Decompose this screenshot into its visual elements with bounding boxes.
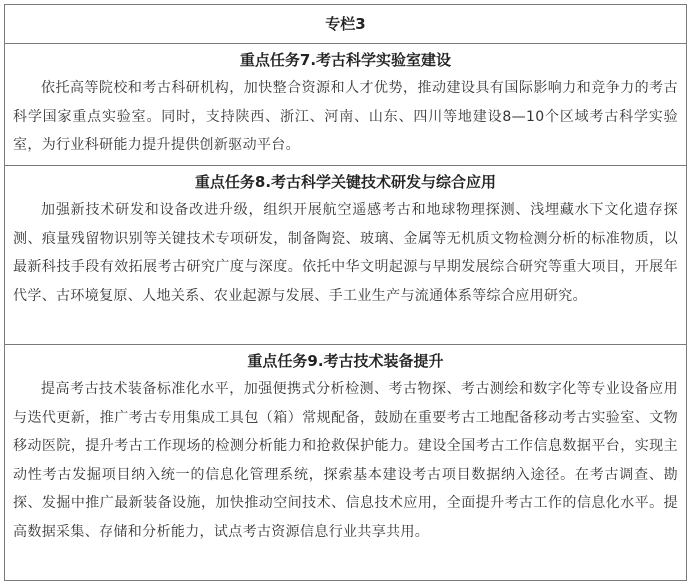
task-9-title: 重点任务9.考古技术装备提升 [247,352,444,370]
task-9-section [5,344,686,580]
task-8-body: 加强新技术研发和设备改进升级，组织开展航空遥感考古和地球物理探测、浅埋藏水下文化遗存探测、痕量残留物识别等关键技术专项研发，制备陶瓷、玻璃、金属等无机质文物检测分析的标准物质，以最新科技手段有效拓展考古研究广度与深度。依托中华文明起源与早期发展综合研究等重大项目，开展年代学、古环境复原、人地关系、农业起源与发展、手工业生产与流通体系等综合应用研究。 [13,202,678,304]
column-table [4,4,687,581]
column-title: 专栏3 [325,15,366,33]
task-7-section [5,43,686,165]
task-7-body: 依托高等院校和考古科研机构，加快整合资源和人才优势，推动建设具有国际影响力和竞争力的考古科学国家重点实验室。同时，支持陕西、浙江、河南、山东、四川等地建设8—10个区域考古科学实验室，为行业科研能力提升提供创新驱动平台。 [13,80,678,153]
task-8-section [5,165,686,344]
task-7-title: 重点任务7.考古科学实验室建设 [239,51,452,69]
column-header-row [5,5,686,43]
task-8-title: 重点任务8.考古科学关键技术研发与综合应用 [194,173,497,191]
task-9-body: 提高考古技术装备标准化水平，加强便携式分析检测、考古物探、考古测绘和数字化等专业设备应用与迭代更新，推广考古专用集成工具包（箱）常规配备，鼓励在重要考古工地配备移动考古实验室、文物移动医院，提升考古工作现场的检测分析能力和抢救保护能力。建设全国考古工作信息数据平台，实现主动性考古发掘项目纳入统一的信息化管理系统，探索基本建设考古项目数据纳入途径。在考古调查、勘探、发掘中推广最新装备设施，加快推动空间技术、信息技术应用，全面提升考古工作的信息化水平。提高数据采集、存储和分析能力，试点考古资源信息行业共享共用。 [13,381,678,540]
